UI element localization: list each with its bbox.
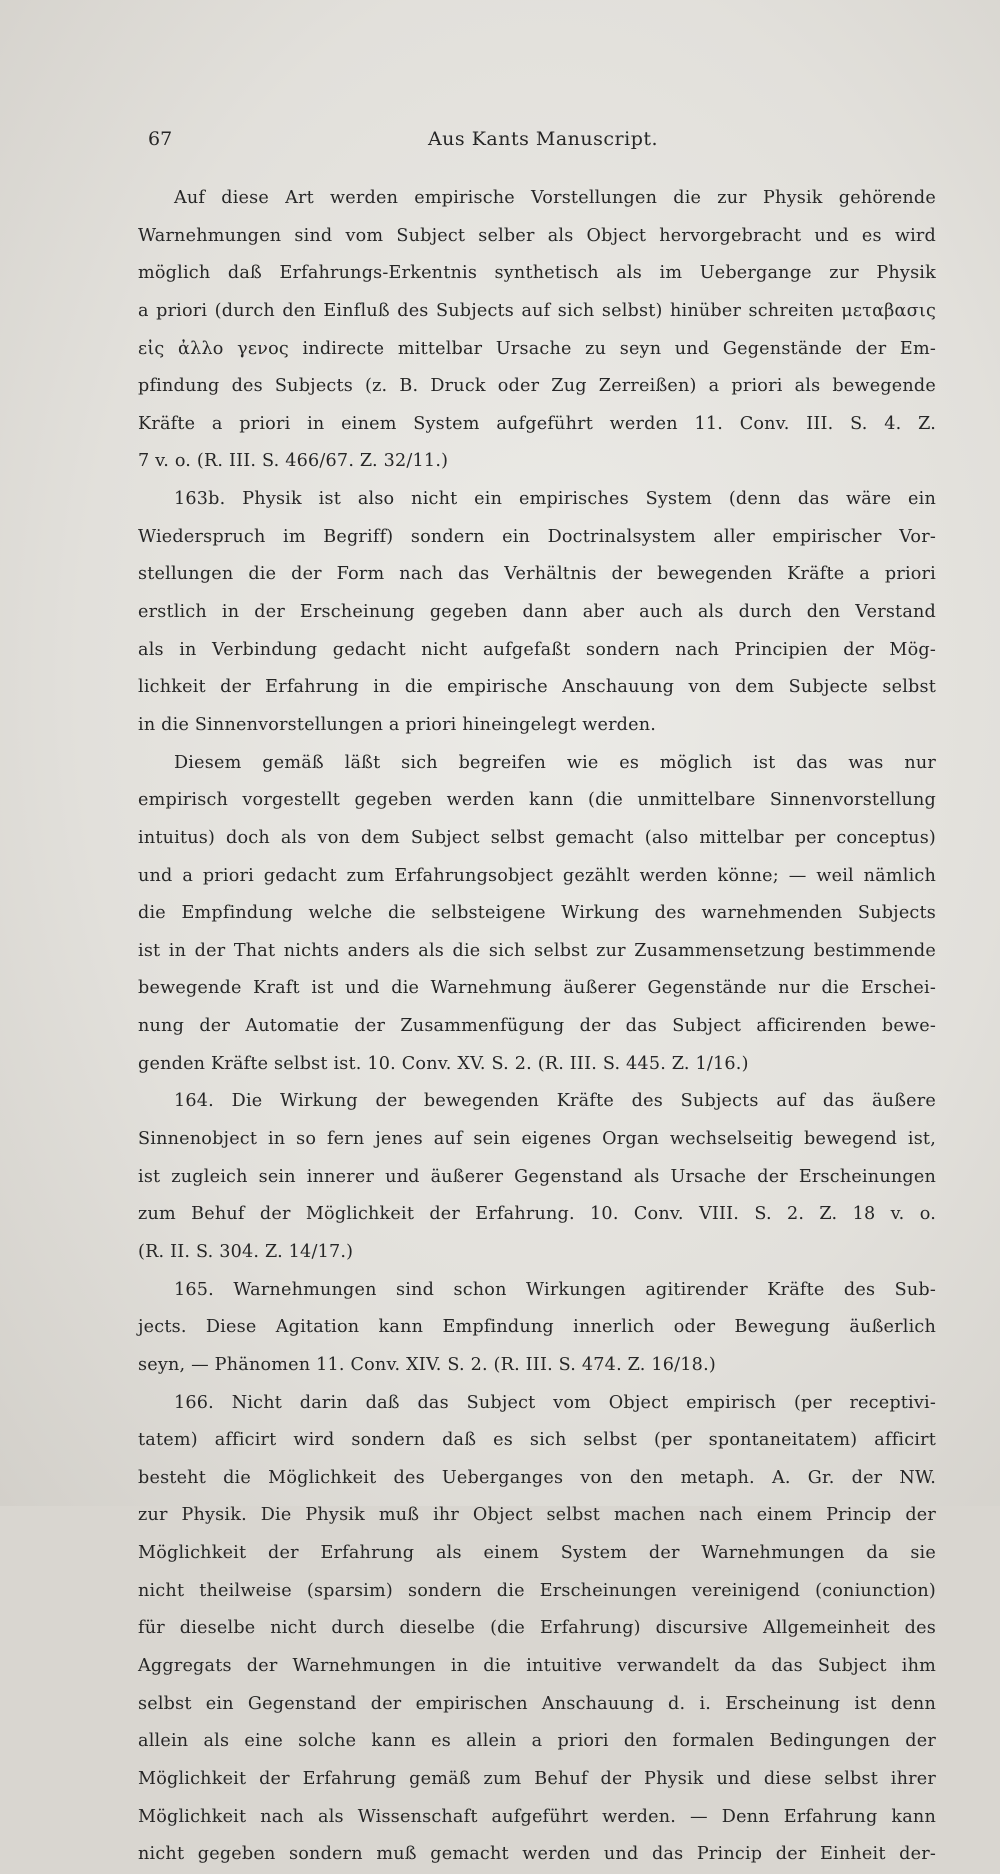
text-line: jects. Diese Agitation kann Empfindung innerlich oder Bewegung äußerlich xyxy=(138,1317,936,1338)
text-line: 7 v. o. (R. III. S. 466/67. Z. 32/11.) xyxy=(138,451,449,472)
text-line: nicht theilweise (sparsim) sondern die Erscheinungen vereinigend (coniunction) xyxy=(138,1580,936,1601)
text-line: in die Sinnenvorstellungen a priori hineingelegt werden. xyxy=(138,714,657,735)
text-line: 163b. Physik ist also nicht ein empirisches System (denn das wäre ein xyxy=(174,489,936,510)
text-line: stellungen die der Form nach das Verhältnis der bewegenden Kräfte a priori xyxy=(138,564,936,585)
text-line: als in Verbindung gedacht nicht aufgefaßt sondern nach Principien der Mög- xyxy=(138,639,936,660)
text-line: selbst ein Gegenstand der empirischen Anschauung d. i. Erscheinung ist denn xyxy=(138,1693,936,1714)
text-line: Möglichkeit der Erfahrung gemäß zum Behuf der Physik und diese selbst ihrer xyxy=(138,1768,936,1789)
text-line: lichkeit der Erfahrung in die empirische Anschauung von dem Subjecte selbst xyxy=(138,677,936,698)
text-line: besteht die Möglichkeit des Ueberganges von den metaph. A. Gr. der NW. xyxy=(138,1467,936,1488)
text-line: 164. Die Wirkung der bewegenden Kräfte des Subjects auf das äußere xyxy=(174,1091,936,1112)
text-line: zum Behuf der Möglichkeit der Erfahrung. 10. Conv. VIII. S. 2. Z. 18 v. o. xyxy=(138,1204,936,1225)
text-line: für dieselbe nicht durch dieselbe (die Erfahrung) discursive Allgemeinheit des xyxy=(138,1618,936,1639)
text-line: zur Physik. Die Physik muß ihr Object selbst machen nach einem Princip der xyxy=(138,1505,936,1526)
text-line: Kräfte a priori in einem System aufgeführt werden 11. Conv. III. S. 4. Z. xyxy=(138,413,936,434)
text-line: (R. II. S. 304. Z. 14/17.) xyxy=(138,1241,354,1262)
text-line: a priori (durch den Einfluß des Subjects auf sich selbst) hinüber schreiten μεταβασις xyxy=(138,300,936,321)
page-header xyxy=(148,128,938,160)
page-number: 67 xyxy=(148,128,173,150)
text-line: Möglichkeit der Erfahrung als einem System der Warnehmungen da sie xyxy=(138,1543,936,1564)
body-text xyxy=(138,180,936,1874)
running-title: Aus Kants Manuscript. xyxy=(427,128,659,150)
text-line: Wiederspruch im Begriff) sondern ein Doctrinalsystem aller empirischer Vor- xyxy=(138,526,936,547)
text-line: Sinnenobject in so fern jenes auf sein eigenes Organ wechselseitig bewegend ist, xyxy=(138,1129,936,1150)
text-line: genden Kräfte selbst ist. 10. Conv. XV. S. 2. (R. III. S. 445. Z. 1/16.) xyxy=(138,1053,749,1074)
text-line: intuitus) doch als von dem Subject selbst gemacht (also mittelbar per conceptus) xyxy=(138,827,936,848)
text-line: allein als eine solche kann es allein a priori den formalen Bedingungen der xyxy=(138,1731,936,1752)
text-line: tatem) afficirt wird sondern daß es sich selbst (per spontaneitatem) afficirt xyxy=(138,1430,936,1451)
text-line: pfindung des Subjects (z. B. Druck oder Zug Zerreißen) a priori als bewegende xyxy=(138,376,936,397)
text-line: seyn, — Phänomen 11. Conv. XIV. S. 2. (R. III. S. 474. Z. 16/18.) xyxy=(138,1354,716,1375)
text-line: ist in der That nichts anders als die sich selbst zur Zusammensetzung bestimmende xyxy=(138,940,936,961)
text-line: Möglichkeit nach als Wissenschaft aufgeführt werden. — Denn Erfahrung kann xyxy=(138,1806,936,1827)
text-line: empirisch vorgestellt gegeben werden kann (die unmittelbare Sinnenvorstellung xyxy=(138,790,936,811)
text-line: εἰς ἀλλο γενος indirecte mittelbar Ursache zu seyn und Gegenstände der Em- xyxy=(138,338,936,359)
text-line: Warnehmungen sind vom Subject selber als Object hervorgebracht und es wird xyxy=(138,225,936,246)
text-line: bewegende Kraft ist und die Warnehmung äußerer Gegenstände nur die Erschei- xyxy=(138,978,936,999)
text-line: nicht gegeben sondern muß gemacht werden und das Princip der Einheit der- xyxy=(138,1844,936,1865)
text-line: 165. Warnehmungen sind schon Wirkungen agitirender Kräfte des Sub- xyxy=(174,1279,936,1300)
text-line: Aggregats der Warnehmungen in die intuitive verwandelt da das Subject ihm xyxy=(138,1655,936,1676)
text-line: nung der Automatie der Zusammenfügung der das Subject afficirenden bewe- xyxy=(138,1016,936,1037)
text-line: Auf diese Art werden empirische Vorstellungen die zur Physik gehörende xyxy=(174,188,936,208)
text-line: und a priori gedacht zum Erfahrungsobject gezählt werden könne; — weil nämlich xyxy=(138,865,936,886)
text-line: möglich daß Erfahrungs-Erkentnis synthetisch als im Uebergange zur Physik xyxy=(138,263,936,284)
text-line: 166. Nicht darin daß das Subject vom Object empirisch (per receptivi- xyxy=(174,1392,936,1413)
text-line: ist zugleich sein innerer und äußerer Gegenstand als Ursache der Erscheinungen xyxy=(138,1166,936,1187)
text-line: Diesem gemäß läßt sich begreifen wie es möglich ist das was nur xyxy=(174,752,936,773)
text-line: die Empfindung welche die selbsteigene Wirkung des warnehmenden Subjects xyxy=(138,903,936,924)
text-line: erstlich in der Erscheinung gegeben dann aber auch als durch den Verstand xyxy=(138,602,936,623)
